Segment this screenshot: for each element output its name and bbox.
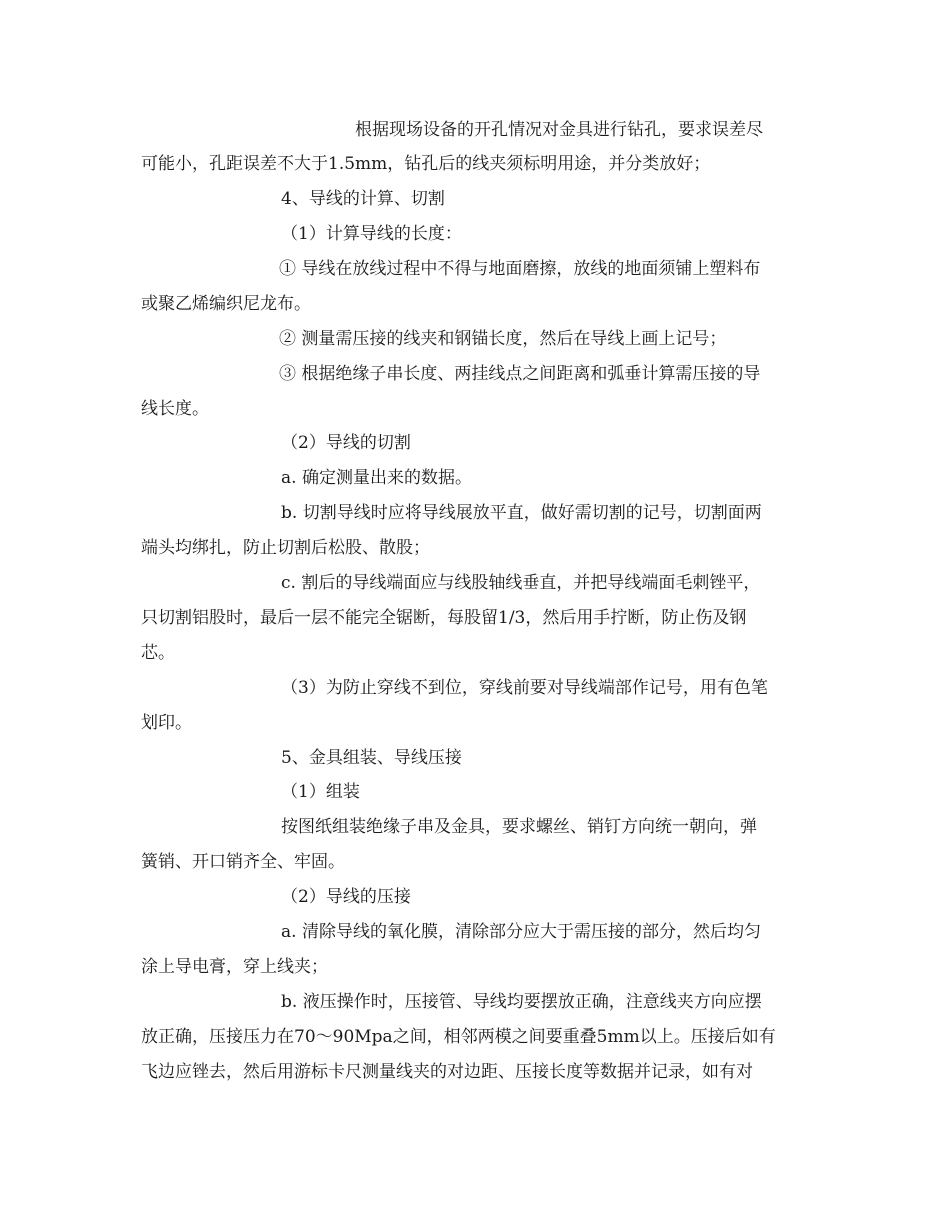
text-line: 可能小，孔距误差不大于1.5mm，钻孔后的线夹须标明用途，并分类放好； (141, 154, 711, 174)
subsection-heading: （2）导线的压接 (281, 887, 411, 907)
section-heading: 4、导线的计算、切割 (281, 189, 445, 209)
text-line: （3）为防止穿线不到位，穿线前要对导线端部作记号，用有色笔 (281, 678, 768, 698)
subsection-heading: （1）计算导线的长度： (281, 224, 462, 244)
text-line: c. 割后的导线端面应与线股轴线垂直，并把导线端面毛刺锉平， (281, 573, 761, 593)
text-line: 根据现场设备的开孔情况对金具进行钻孔，要求误差尽 (355, 120, 763, 140)
text-line: 只切割铝股时，最后一层不能完全锯断，每股留1/3，然后用手拧断，防止伤及钢 (141, 608, 747, 628)
text-line: 线长度。 (141, 399, 209, 419)
text-line: a. 清除导线的氧化膜，清除部分应大于需压接的部分，然后均匀 (281, 922, 761, 942)
subsection-heading: （1）组装 (281, 782, 360, 802)
text-line: 划印。 (141, 713, 192, 733)
text-line: 或聚乙烯编织尼龙布。 (141, 294, 311, 314)
text-line: b. 液压操作时，压接管、导线均要摆放正确，注意线夹方向应摆 (281, 992, 762, 1012)
text-line: 飞边应锉去，然后用游标卡尺测量线夹的对边距、压接长度等数据并记录，如有对 (141, 1062, 753, 1082)
text-line: 放正确，压接压力在70～90Mpa之间，相邻两模之间要重叠5mm以上。压接后如有 (141, 1027, 776, 1047)
subsection-heading: （2）导线的切割 (281, 433, 411, 453)
text-line: a. 确定测量出来的数据。 (281, 468, 472, 488)
text-line: b. 切割导线时应将导线展放平直，做好需切割的记号，切割面两 (281, 503, 762, 523)
text-line: 芯。 (141, 643, 175, 663)
text-line: 涂上导电膏，穿上线夹； (141, 957, 328, 977)
text-line: 按图纸组装绝缘子串及金具，要求螺丝、销钉方向统一朝向，弹 (281, 817, 757, 837)
text-line: 端头均绑扎，防止切割后松股、散股； (141, 538, 430, 558)
text-line: ① 导线在放线过程中不得与地面磨擦，放线的地面须铺上塑料布 (279, 259, 761, 279)
text-line: 簧销、开口销齐全、牢固。 (141, 852, 345, 872)
text-line: ② 测量需压接的线夹和钢锚长度，然后在导线上画上记号； (279, 329, 727, 349)
section-heading: 5、金具组装、导线压接 (281, 748, 462, 768)
text-line: ③ 根据绝缘子串长度、两挂线点之间距离和弧垂计算需压接的导 (279, 364, 761, 384)
